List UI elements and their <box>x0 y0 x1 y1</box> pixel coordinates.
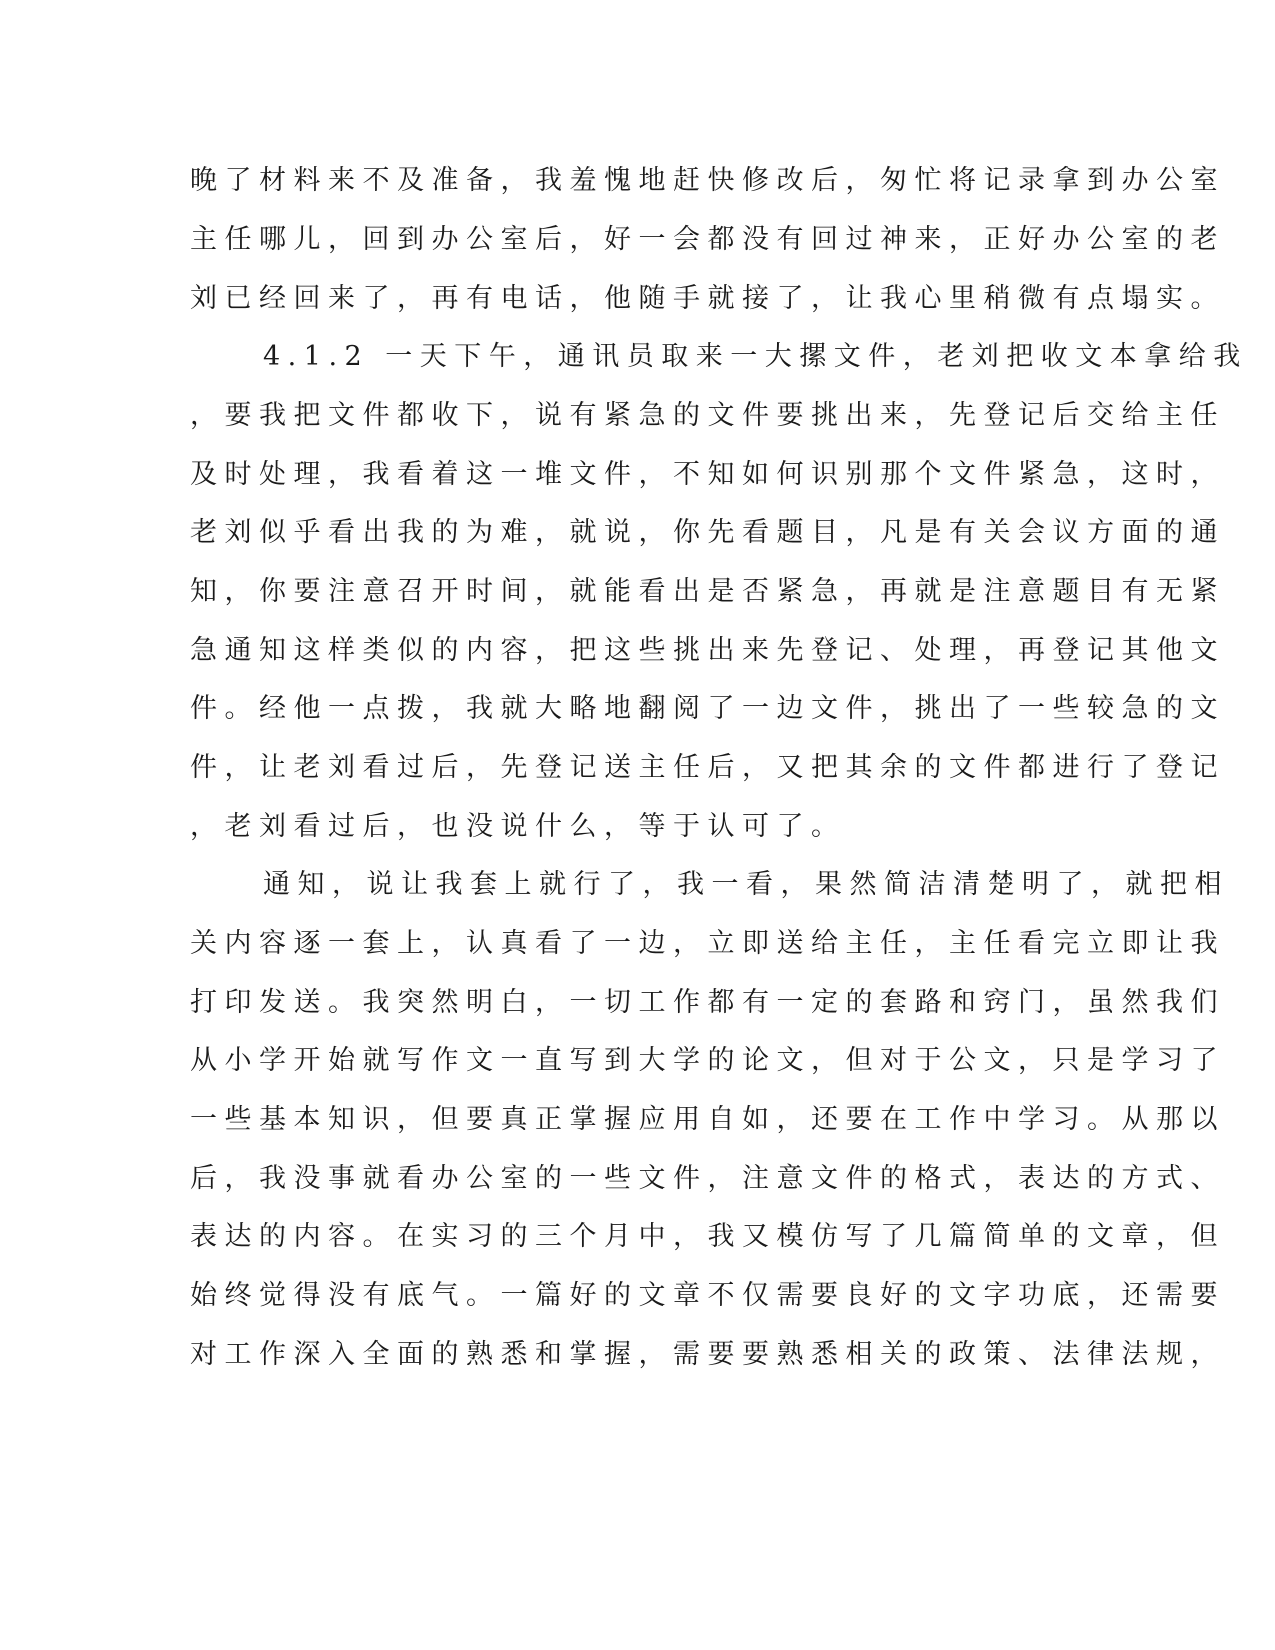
text-line: 打印发送。我突然明白，一切工作都有一定的套路和窍门，虽然我们 <box>190 987 1225 1018</box>
section-line-4-1-2: 4.1.2 一天下午，通讯员取来一大摞文件，老刘把收文本拿给我 <box>263 341 1248 372</box>
text-line: ，要我把文件都收下，说有紧急的文件要挑出来，先登记后交给主任 <box>190 400 1225 431</box>
text-line: 知，你要注意召开时间，就能看出是否紧急，再就是注意题目有无紧 <box>190 576 1225 607</box>
text-line: 主任哪儿，回到办公室后，好一会都没有回过神来，正好办公室的老 <box>190 224 1225 255</box>
text-line: 急通知这样类似的内容，把这些挑出来先登记、处理，再登记其他文 <box>190 635 1225 666</box>
text-line: 关内容逐一套上，认真看了一边，立即送给主任，主任看完立即让我 <box>190 928 1225 959</box>
text-line: 从小学开始就写作文一直写到大学的论文，但对于公文，只是学习了 <box>190 1045 1225 1076</box>
paragraph-start-line: 通知，说让我套上就行了，我一看，果然简洁清楚明了，就把相 <box>263 869 1229 900</box>
text-line: ，老刘看过后，也没说什么，等于认可了。 <box>190 811 846 842</box>
text-line: 后，我没事就看办公室的一些文件，注意文件的格式，表达的方式、 <box>190 1163 1225 1194</box>
text-line: 老刘似乎看出我的为难，就说，你先看题目，凡是有关会议方面的通 <box>190 517 1225 548</box>
text-line: 晚了材料来不及准备，我羞愧地赶快修改后，匆忙将记录拿到办公室 <box>190 165 1225 196</box>
text-line: 对工作深入全面的熟悉和掌握，需要要熟悉相关的政策、法律法规， <box>190 1339 1225 1370</box>
text-line: 刘已经回来了，再有电话，他随手就接了，让我心里稍微有点塌实。 <box>190 283 1225 314</box>
text-line: 始终觉得没有底气。一篇好的文章不仅需要良好的文字功底，还需要 <box>190 1280 1225 1311</box>
text-line: 件，让老刘看过后，先登记送主任后，又把其余的文件都进行了登记 <box>190 752 1225 783</box>
text-line: 一些基本知识，但要真正掌握应用自如，还要在工作中学习。从那以 <box>190 1104 1225 1135</box>
text-line: 件。经他一点拨，我就大略地翻阅了一边文件，挑出了一些较急的文 <box>190 693 1225 724</box>
text-line: 表达的内容。在实习的三个月中，我又模仿写了几篇简单的文章，但 <box>190 1221 1225 1252</box>
text-line: 及时处理，我看着这一堆文件，不知如何识别那个文件紧急，这时， <box>190 459 1225 490</box>
